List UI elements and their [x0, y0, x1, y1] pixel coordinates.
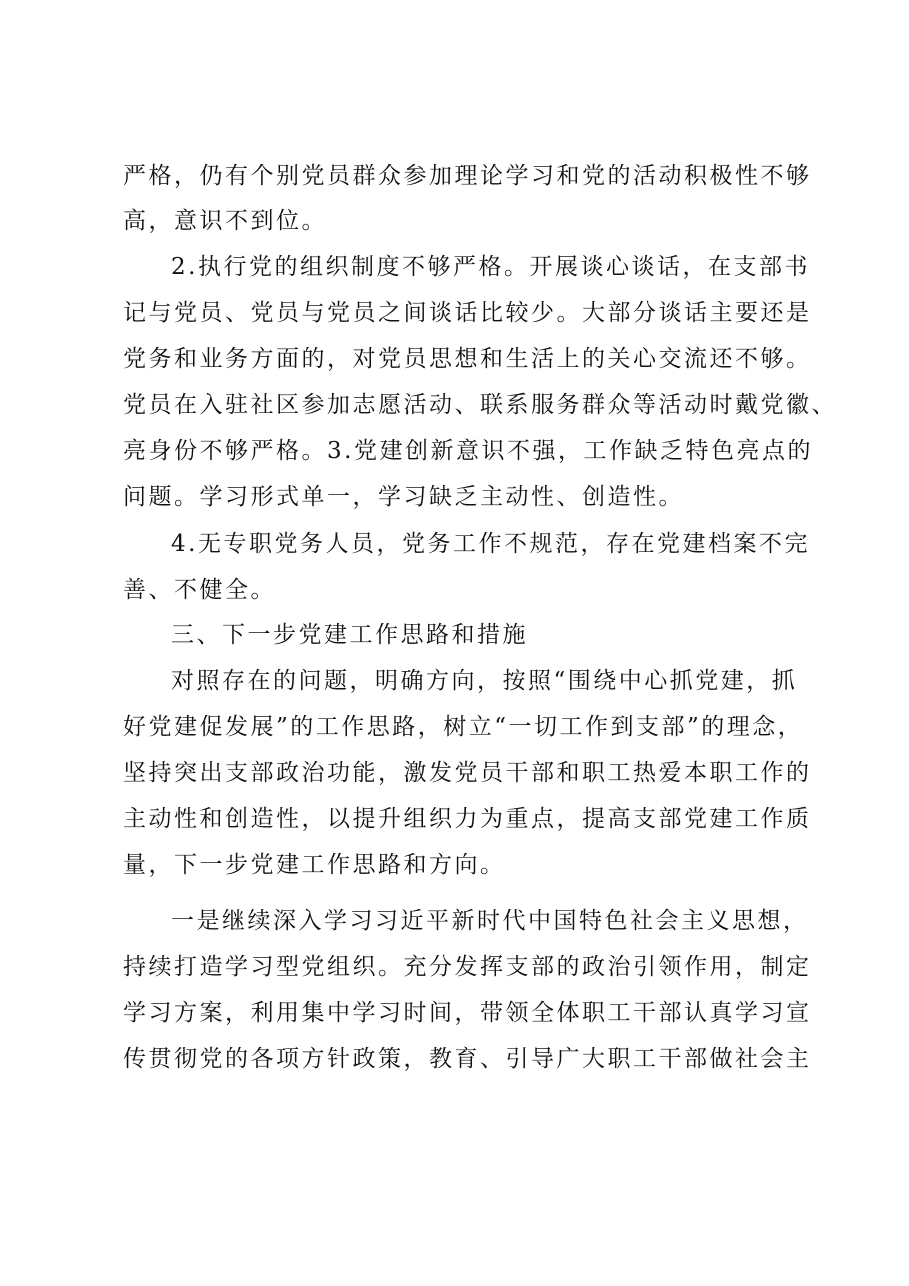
text-line: 4.无专职党务人员，党务工作不规范，存在党建档案不完: [171, 531, 810, 557]
text-line: 量，下一步党建工作思路和方向。: [123, 852, 506, 878]
text-line: 对照存在的问题，明确方向，按照“围绕中心抓党建，抓: [171, 668, 798, 694]
text-line: 严格，仍有个别党员群众参加理论学习和党的活动积极性不够: [123, 163, 812, 189]
text-line: 三、下一步党建工作思路和措施: [171, 622, 528, 648]
text-line: 学习方案，利用集中学习时间，带领全体职工干部认真学习宣: [123, 1000, 812, 1026]
text-line: 善、不健全。: [123, 577, 276, 603]
text-line: 好党建促发展”的工作思路，树立“一切工作到支部”的理念，: [123, 714, 804, 740]
text-line: 2.执行党的组织制度不够严格。开展谈心谈话，在支部书: [171, 254, 810, 280]
text-line: 党员在入驻社区参加志愿活动、联系服务群众等活动时戴党徽、: [123, 392, 837, 418]
text-line: 主动性和创造性，以提升组织力为重点，提高支部党建工作质: [123, 806, 812, 832]
text-line: 坚持突出支部政治功能，激发党员干部和职工热爱本职工作的: [123, 760, 812, 786]
text-line: 记与党员、党员与党员之间谈话比较少。大部分谈话主要还是: [123, 300, 812, 326]
text-line: 高，意识不到位。: [123, 208, 327, 234]
text-line: 持续打造学习型党组织。充分发挥支部的政治引领作用，制定: [123, 954, 812, 980]
text-line: 一是继续深入学习习近平新时代中国特色社会主义思想，: [171, 908, 809, 934]
text-line: 问题。学习形式单一，学习缺乏主动性、创造性。: [123, 484, 684, 510]
text-line: 亮身份不够严格。3.党建创新意识不强，工作缺乏特色亮点的: [123, 438, 813, 464]
text-line: 党务和业务方面的，对党员思想和生活上的关心交流还不够。: [123, 346, 812, 372]
text-line: 传贯彻党的各项方针政策，教育、引导广大职工干部做社会主: [123, 1046, 812, 1072]
